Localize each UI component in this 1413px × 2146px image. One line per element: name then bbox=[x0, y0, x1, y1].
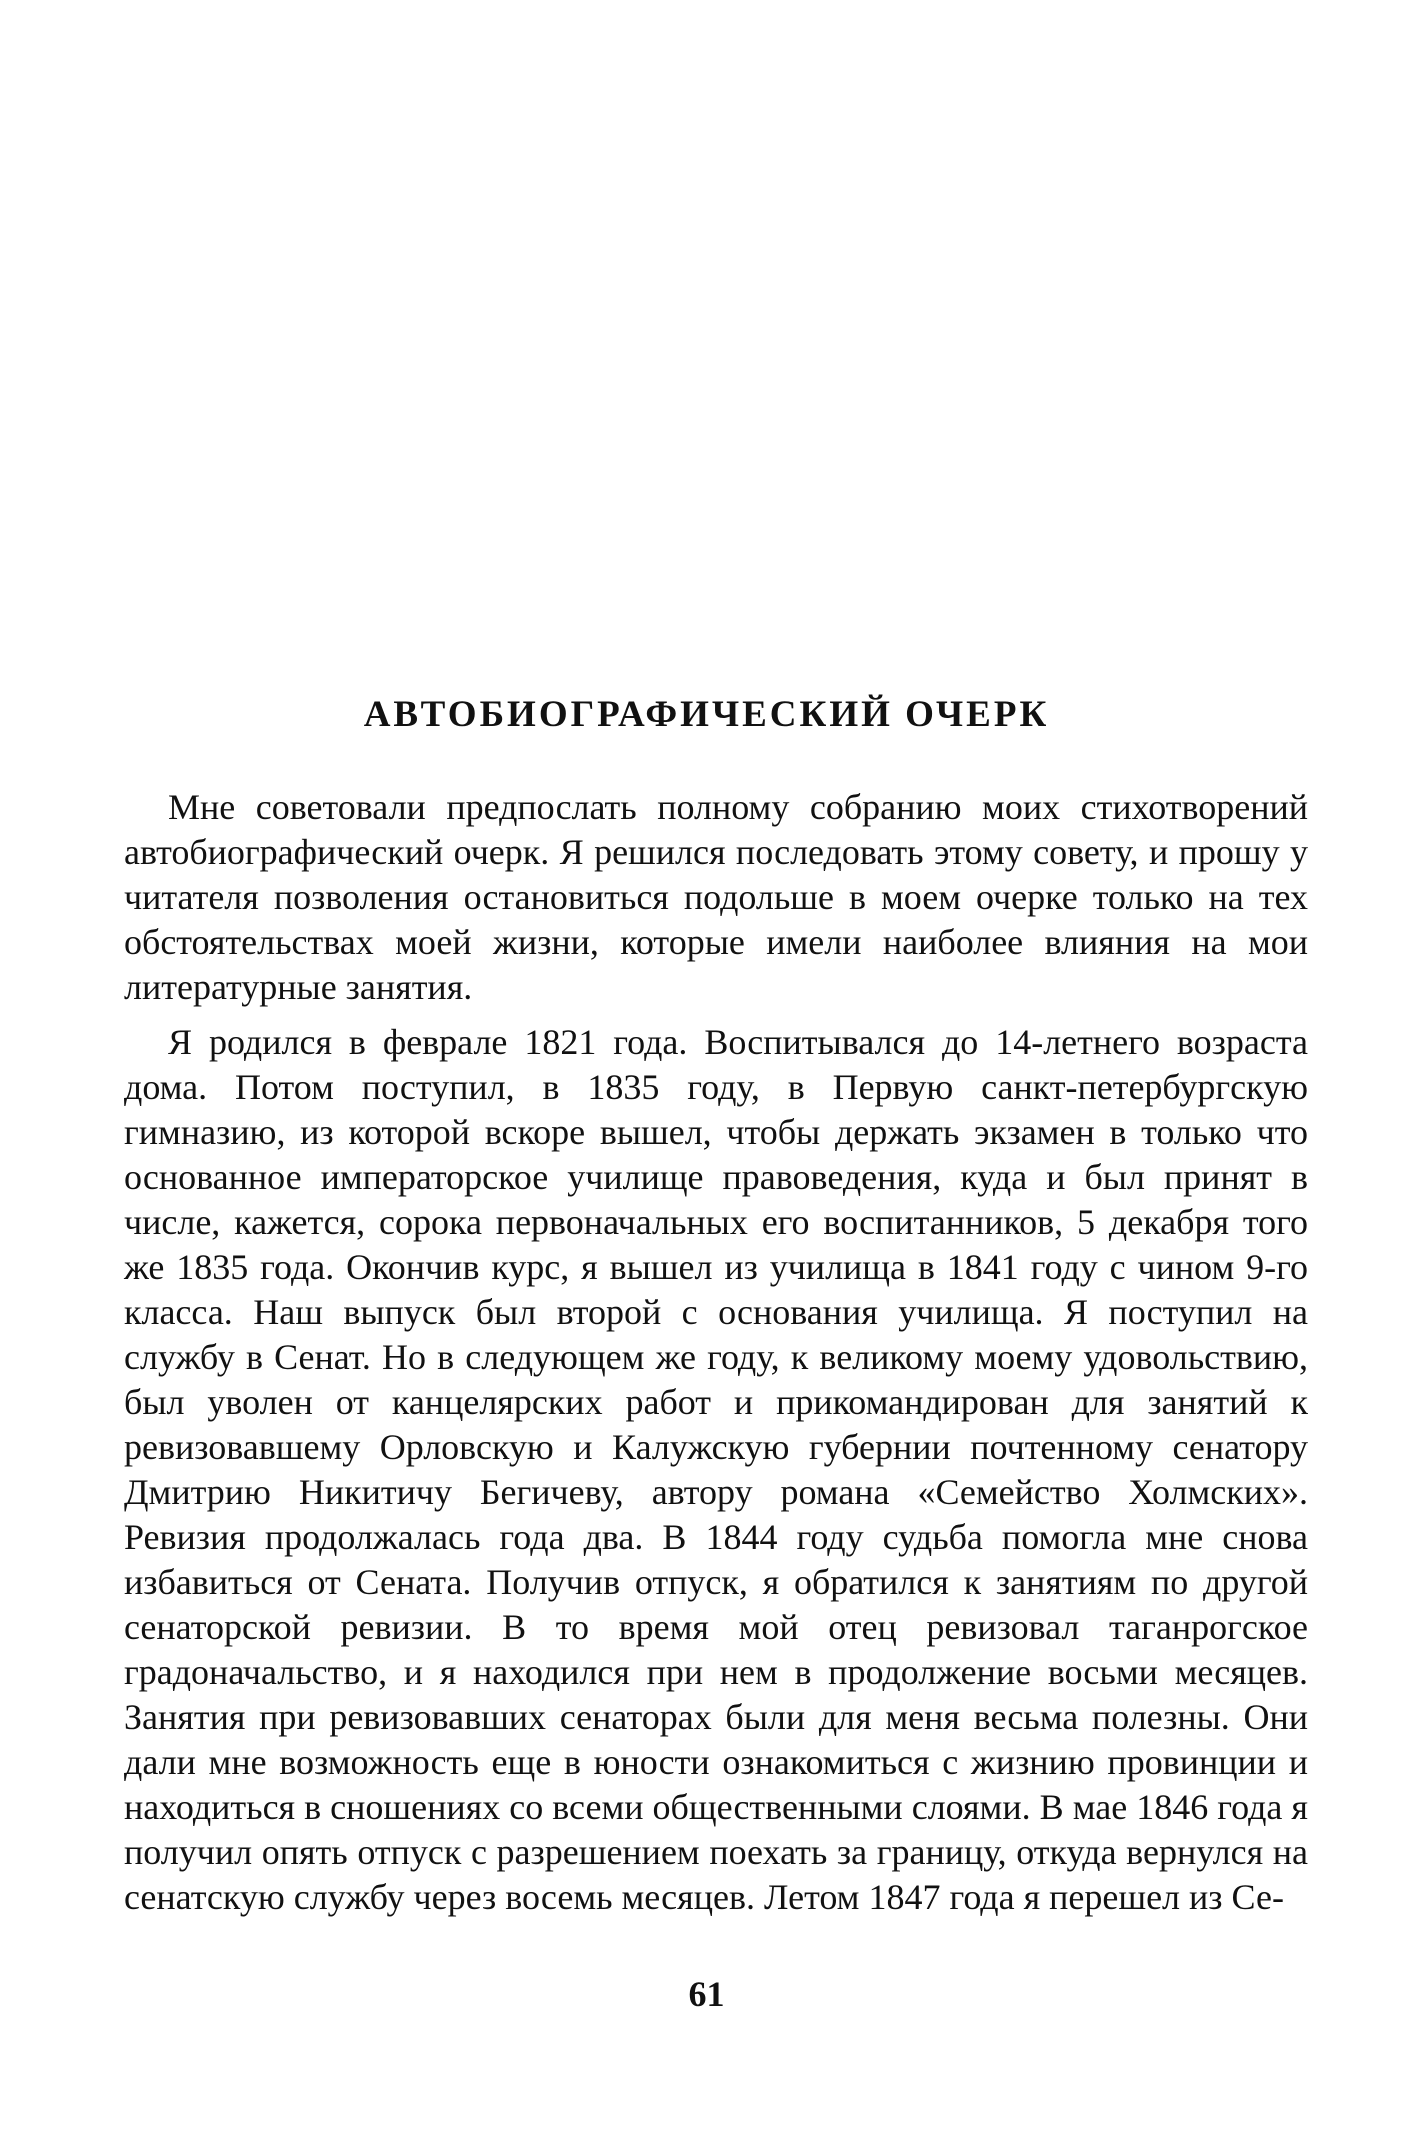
page-number: 61 bbox=[688, 1974, 725, 2014]
paragraph-1: Мне советовали предпослать полному собранию моих стихотворений автобиографический очерк. Я решился последовать этому совету, и прошу у читателя позволения остановиться подольше в моем очерке только на тех обстоятельствах моей жизни, которые имели наиболее влияния на мои литературные занятия. bbox=[124, 787, 1308, 1007]
body-text bbox=[124, 785, 1308, 1920]
paragraph-2: Я родился в феврале 1821 года. Воспитывался до 14-летнего возраста дома. Потом поступил, в 1835 году, в Первую санкт-петербургскую гимназию, из которой вскоре вышел, чтобы держать экзамен в только что основанное императорское училище правоведения, куда и был принят в числе, кажется, сорока первоначальных его воспитанников, 5 декабря того же 1835 года. Окончив курс, я вышел из училища в 1841 году с чином 9-го класса. Наш выпуск был второй с основания училища. Я поступил на службу в Сенат. Но в следующем же году, к великому моему удовольствию, был уволен от канцелярских работ и прикомандирован для занятий к ревизовавшему Орловскую и Калужскую губернии почтенному сенатору Дмитрию Никитичу Бегичеву, автору романа «Семейство Холмских». Ревизия продолжалась года два. В 1844 году судьба помогла мне снова избавиться от Сената. Получив отпуск, я обратился к занятиям по другой сенаторской ревизии. В то время мой отец ревизовал таганрогское градоначальство, и я находился при нем в продолжение восьми месяцев. Занятия при ревизовавших сенаторах были для меня весьма полезны. Они дали мне возможность еще в юности ознакомиться с жизнию провинции и находиться в сношениях со всеми общественными слоями. В мае 1846 года я получил опять отпуск с разрешением поехать за границу, откуда вернулся на сенатскую службу через восемь месяцев. Летом 1847 года я перешел из Се- bbox=[124, 1022, 1308, 1917]
chapter-title: АВТОБИОГРАФИЧЕСКИЙ ОЧЕРК bbox=[363, 694, 1050, 735]
